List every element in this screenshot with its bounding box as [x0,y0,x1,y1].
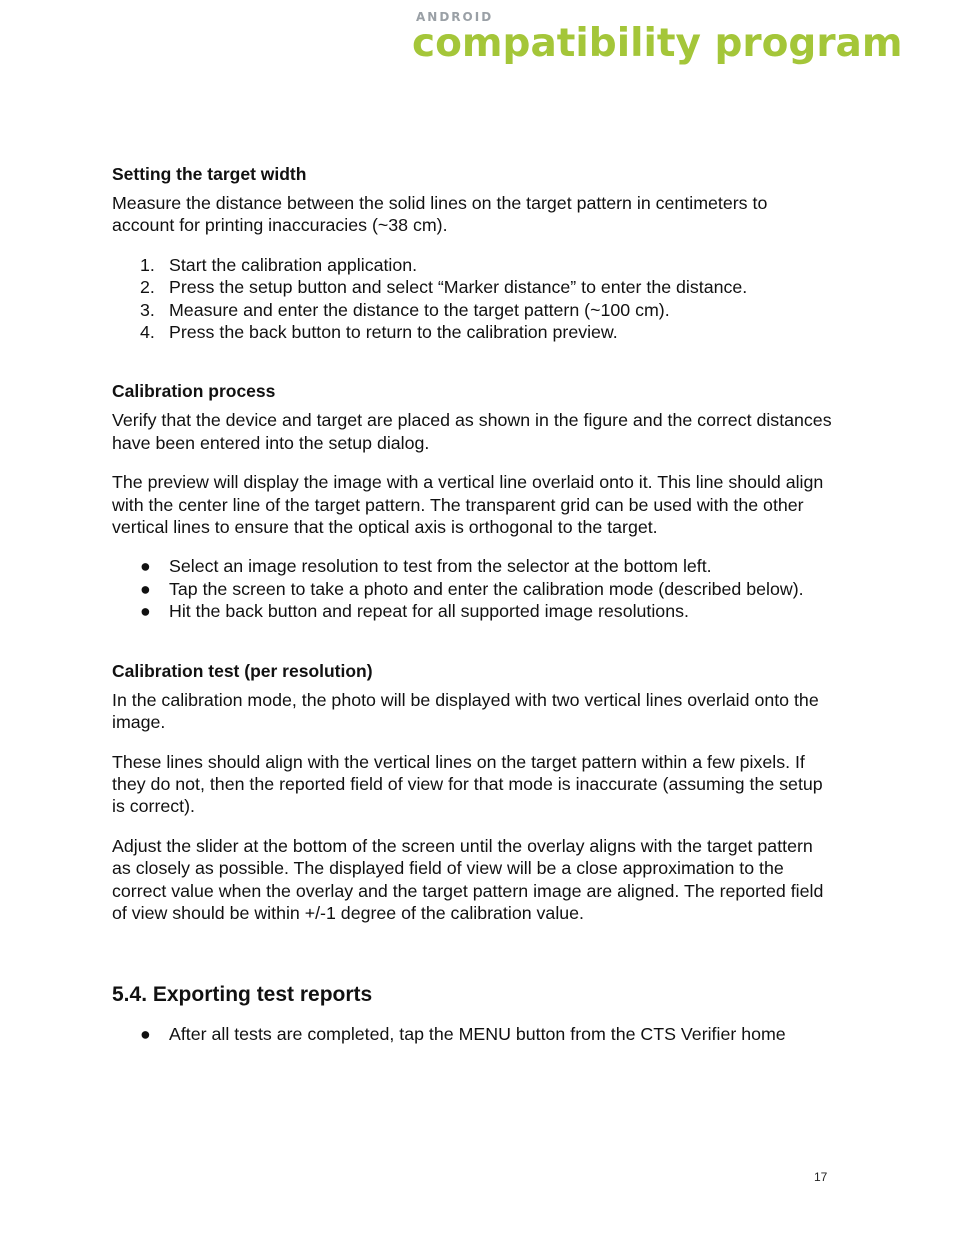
heading-calibration-test: Calibration test (per resolution) [112,660,373,681]
heading-setting-target-width: Setting the target width [112,164,307,184]
list-item: 1. Start the calibration application. [140,254,418,275]
list-item: 3. Measure and enter the distance to the target pattern (~100 cm). [140,299,670,320]
compatibility-program-logo [412,10,903,70]
paragraph-calibration-verify: Verify that the device and target are placed as shown in the figure and the correct distances have been entered into the setup dialog. [112,410,832,453]
page-number: 17 [814,1170,828,1184]
list-item: ● Hit the back button and repeat for all supported image resolutions. [140,601,689,622]
target-width-steps-list [112,254,832,344]
heading-calibration-process: Calibration process [112,381,276,402]
exporting-reports-bullets [112,1023,832,1045]
list-item: 4. Press the back button to return to the calibration preview. [140,322,618,343]
section-spacer [112,640,832,659]
document-body [112,162,832,1063]
logo-compatibility-program-text: compatibility program [412,21,903,66]
paragraph-calibration-preview: The preview will display the image with a vertical line overlaid onto it. This line should align with the center line of the target pattern. The transparent grid can be used with the other vertical lines to ensure that the optical axis is orthogonal to the target. [112,472,824,538]
paragraph-adjust-slider: Adjust the slider at the bottom of the screen until the overlay aligns with the target pattern as closely as possible. The displayed field of view will be a close approximation to the correct value when the overlay and the target pattern image are aligned. The reported field of view should be within +/-1 degree of the calibration value. [112,835,824,923]
list-item: ● After all tests are completed, tap the MENU button from the CTS Verifier home [140,1024,786,1045]
logo-android-text: ANDROID [416,10,494,24]
paragraph-target-width-intro: Measure the distance between the solid lines on the target pattern in centimeters to account for printing inaccuracies (~38 cm). [112,193,768,236]
list-item: 2. Press the setup button and select “Marker distance” to enter the distance. [140,277,748,298]
list-item: ● Tap the screen to take a photo and enter the calibration mode (described below). [140,578,804,599]
list-item: ● Select an image resolution to test from the selector at the bottom left. [140,556,712,577]
section-spacer [112,360,832,379]
section-spacer [112,941,832,981]
paragraph-calibration-mode: In the calibration mode, the photo will be displayed with two vertical lines overlaid onto the image. [112,689,819,733]
calibration-process-bullets [112,555,832,622]
paragraph-lines-align: These lines should align with the vertical lines on the target pattern within a few pixels. If they do not, then the reported field of view for that mode is inaccurate (assuming the setup is correct). [112,751,823,817]
heading-exporting-test-reports: 5.4. Exporting test reports [112,983,373,1007]
